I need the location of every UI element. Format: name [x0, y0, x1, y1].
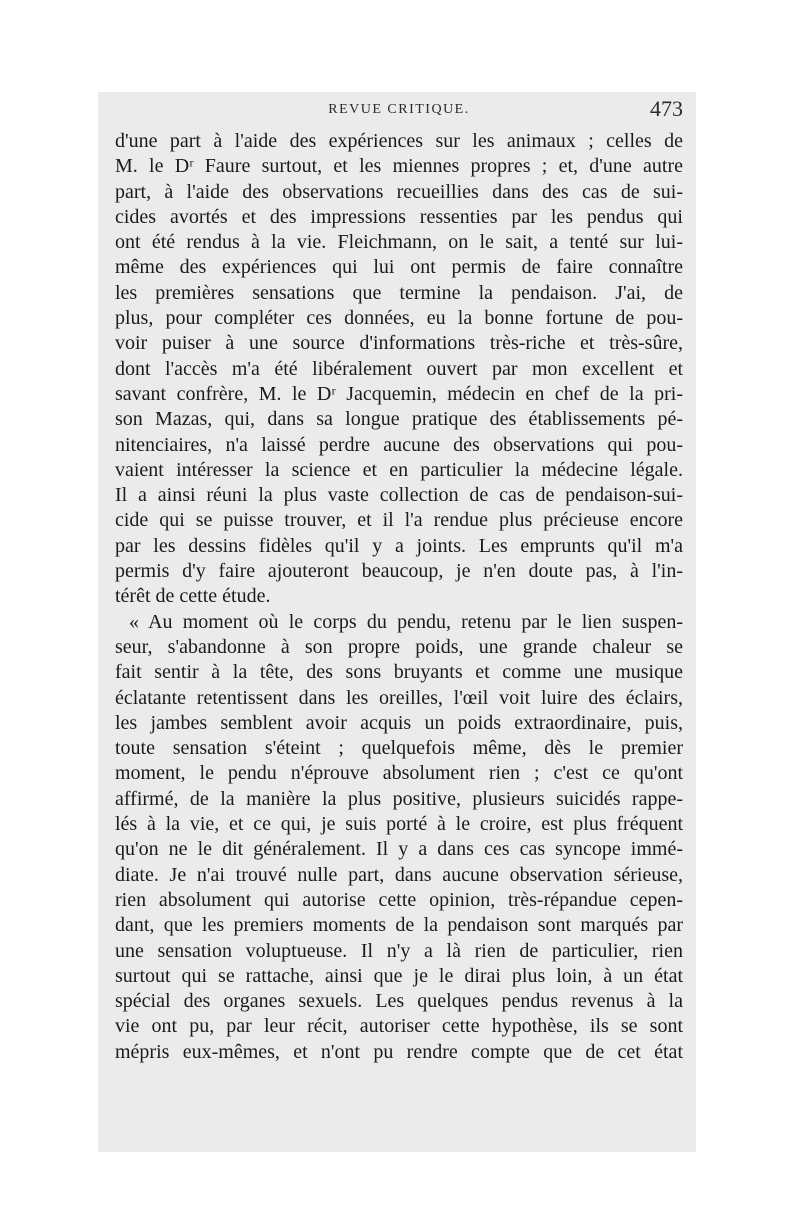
text-line: d'une part à l'aide des expériences sur les animaux ; celles de [115, 130, 683, 152]
text-line: fait sentir à la tête, des sons bruyants et comme une musique [115, 661, 683, 684]
text-line: diate. Je n'ai trouvé nulle part, dans aucune observation sérieuse, [115, 863, 683, 886]
text-line: surtout qui se rattache, ainsi que je le dirai plus loin, à un état [115, 964, 683, 987]
text-line: dant, que les premiers moments de la pendaison sont marqués par [115, 914, 683, 937]
text-line: savant confrère, M. le Dʳ Jacquemin, médecin en chef de la pri- [115, 382, 683, 405]
text-line: voir puiser à une source d'informations très-riche et très-sûre, [115, 332, 683, 355]
text-line: les premières sensations que termine la pendaison. J'ai, de [115, 281, 683, 304]
paragraph-2 [115, 610, 683, 1065]
text-line: qu'on ne le dit généralement. Il y a dans ces cas syncope immé- [115, 838, 683, 861]
text-line: part, à l'aide des observations recueillies dans des cas de sui- [115, 180, 683, 203]
text-line: rien absolument qui autorise cette opinion, très-répandue cepen- [115, 888, 683, 911]
text-line: térêt de cette étude. [115, 585, 271, 608]
text-line: lés à la vie, et ce qui, je suis porté à le croire, est plus fréquent [115, 813, 683, 836]
text-line: cide qui se puisse trouver, et il l'a rendue plus précieuse encore [115, 509, 683, 532]
text-line: éclatante retentissent dans les oreilles, l'œil voit luire des éclairs, [115, 686, 683, 709]
text-line: toute sensation s'éteint ; quelquefois même, dès le premier [115, 737, 683, 760]
running-head [115, 96, 683, 126]
text-line: même des expériences qui lui ont permis de faire connaître [115, 256, 683, 279]
text-line: par les dessins fidèles qu'il y a joints. Les emprunts qu'il m'a [115, 534, 683, 557]
text-line: les jambes semblent avoir acquis un poids extraordinaire, puis, [115, 711, 683, 734]
text-line: affirmé, de la manière la plus positive, plusieurs suicidés rappe- [115, 787, 683, 810]
text-line: ont été rendus à la vie. Fleichmann, on le sait, a tenté sur lui- [115, 231, 683, 254]
text-line: nitenciaires, n'a laissé perdre aucune des observations qui pou- [115, 433, 683, 456]
text-line: vaient intéresser la science et en particulier la médecine légale. [115, 458, 683, 481]
text-line: Il a ainsi réuni la plus vaste collection de cas de pendaison-sui- [115, 484, 683, 507]
text-line: plus, pour compléter ces données, eu la bonne fortune de pou- [115, 307, 683, 330]
body-text [115, 129, 683, 1065]
text-line: M. le Dʳ Faure surtout, et les miennes propres ; et, d'une autre [115, 155, 683, 178]
text-line: vie ont pu, par leur récit, autoriser cette hypothèse, ils se sont [115, 1015, 683, 1038]
text-line: mépris eux-mêmes, et n'ont pu rendre compte que de cet état [115, 1040, 683, 1063]
text-line: dont l'accès m'a été libéralement ouvert par mon excellent et [115, 357, 683, 380]
text-line: cides avortés et des impressions ressenties par les pendus qui [115, 205, 683, 228]
paragraph-1 [115, 129, 683, 610]
text-line: « Au moment où le corps du pendu, retenu par le lien suspen- [129, 610, 683, 633]
page-number: 473 [650, 96, 683, 121]
text-line: spécial des organes sexuels. Les quelques pendus revenus à la [115, 990, 683, 1013]
text-line: moment, le pendu n'éprouve absolument rien ; c'est ce qu'ont [115, 762, 683, 785]
running-title: REVUE CRITIQUE. [328, 102, 470, 117]
text-line: seur, s'abandonne à son propre poids, une grande chaleur se [115, 635, 683, 658]
text-line: une sensation voluptueuse. Il n'y a là rien de particulier, rien [115, 939, 683, 962]
text-line: son Mazas, qui, dans sa longue pratique des établissements pé- [115, 408, 683, 431]
text-line: permis d'y faire ajouteront beaucoup, je n'en doute pas, à l'in- [115, 560, 683, 583]
